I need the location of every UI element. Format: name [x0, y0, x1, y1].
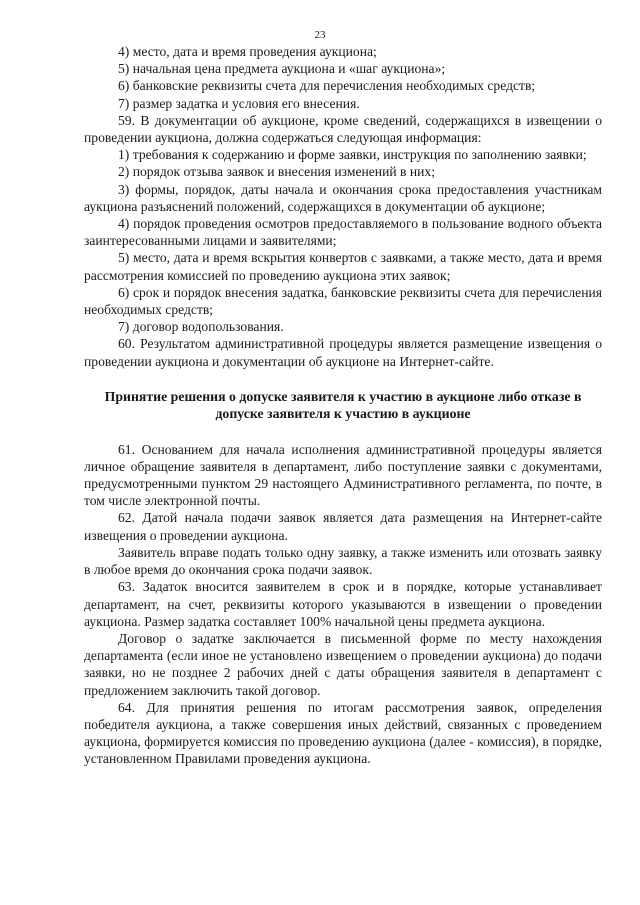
list-item: 4) порядок проведения осмотров предоставляемого в пользование водного объекта заинтересованными лицами и заявителями;	[84, 216, 602, 249]
list-item: 2) порядок отзыва заявок и внесения изменений в них;	[118, 164, 435, 180]
list-item: 4) место, дата и время проведения аукциона;	[118, 44, 377, 59]
list-item: 6) банковские реквизиты счета для перечисления необходимых средств;	[118, 78, 536, 94]
paragraph-64: 64. Для принятия решения по итогам рассмотрения заявок, определения победителя аукциона, а также совершения иных действий, связанных с проведением аукциона, формируется комиссия по проведению аукциона (далее - комиссия), в порядке, установленном Правилами проведения аукциона.	[84, 699, 602, 767]
paragraph-60: 60. Результатом административной процедуры является размещение извещения о проведении аукциона и документации об аукционе на Интернет-сайте.	[84, 336, 602, 369]
paragraph-63: 63. Задаток вносится заявителем в срок и в порядке, которые устанавливает департамент, на счет, реквизиты которого указываются в извещении о проведении аукциона. Размер задатка составляет 100% начальной цены предмета аукциона.	[84, 579, 602, 629]
paragraph: Заявитель вправе подать только одну заявку, а также изменить или отозвать заявку в любое время до окончания срока подачи заявок.	[84, 544, 602, 578]
list-item: 6) срок и порядок внесения задатка, банковские реквизиты счета для перечисления необходимых средств;	[84, 284, 602, 318]
paragraph-62: 62. Датой начала подачи заявок является дата размещения на Интернет-сайте извещения о проведении аукциона.	[84, 510, 602, 543]
section-heading: Принятие решения о допуске заявителя к участию в аукционе либо отказе в допуске заявителя к участию в аукционе	[104, 388, 582, 422]
document-body	[84, 43, 602, 768]
list-item: 1) требования к содержанию и форме заявки, инструкция по заполнению заявки;	[118, 147, 587, 163]
list-item: 3) формы, порядок, даты начала и окончания срока предоставления участникам аукциона разъяснений положений, содержащихся в документации об аукционе;	[84, 181, 602, 214]
list-item: 5) начальная цена предмета аукциона и «шаг аукциона»;	[118, 61, 446, 77]
list-item: 7) размер задатка и условия его внесения.	[118, 95, 360, 111]
paragraph-61: 61. Основанием для начала исполнения административной процедуры является личное обращение заявителя в департамент, либо поступление заявки с документами, предусмотренными пунктом 29 настоящего Административного регламента, по почте, в том числе электронной почты.	[84, 441, 602, 509]
list-item: 5) место, дата и время вскрытия конвертов с заявками, а также место, дата и время рассмотрения комиссией по проведению аукциона этих заявок;	[84, 250, 602, 283]
list-item: 7) договор водопользования.	[118, 319, 284, 335]
paragraph: Договор о задатке заключается в письменной форме по месту нахождения департамента (если иное не установлено извещением о проведении аукциона) до подачи заявки, но не позднее 2 рабочих дней с даты обращения заявителя в департамент с предложением заключить такой договор.	[84, 630, 602, 698]
page-number: 23	[314, 29, 326, 41]
paragraph-59: 59. В документации об аукционе, кроме сведений, содержащихся в извещении о проведении аукциона, должна содержаться следующая информация:	[84, 112, 602, 146]
